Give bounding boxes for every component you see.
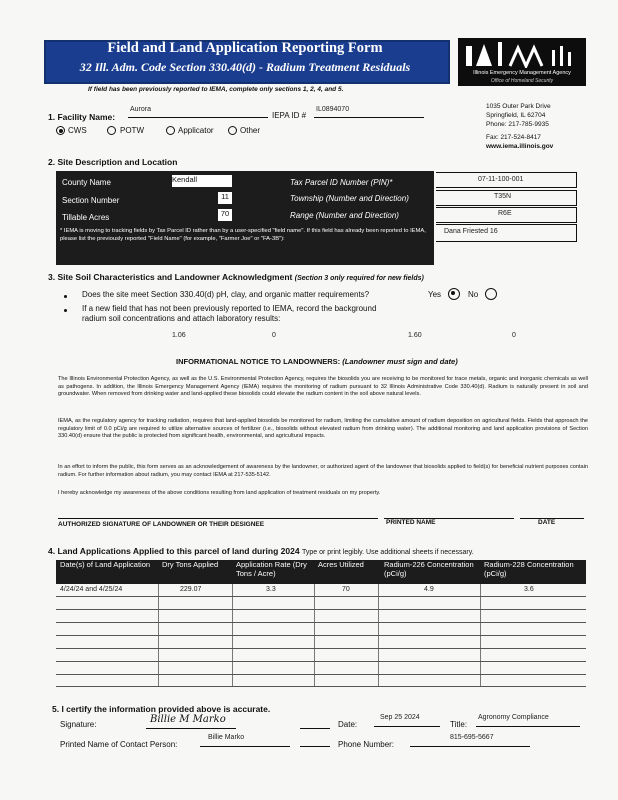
table-row-line [56, 686, 586, 687]
section-3-note: (Section 3 only required for new fields) [294, 275, 424, 282]
col-header-acres: Acres Utilized [318, 560, 364, 569]
col-header-dry-tons: Dry Tons Applied [162, 560, 219, 569]
section-4-note: Type or print legibly. Use additional sheets if necessary. [301, 549, 474, 556]
field-name-value[interactable]: Dana Friested 16 [444, 228, 498, 235]
option-other-label: Other [240, 126, 261, 135]
table-cell-dates[interactable]: 4/24/24 and 4/25/24 [60, 586, 123, 593]
table-cell-dry-tons[interactable]: 229.07 [180, 586, 202, 593]
table-cell-acres[interactable]: 70 [342, 586, 350, 593]
range-label: Range (Number and Direction) [290, 211, 399, 220]
field-name-footnote: * IEMA is moving to tracking fields by Tax Parcel ID rather than by a user-specified "field name". If this field has already been reported to IEMA, please list the previously reported "Field Name" (for example, "Farmer Joe" or "FA-3B"): [60, 228, 426, 242]
field-name-field [436, 224, 577, 242]
range-value[interactable]: R6E [498, 210, 512, 217]
option-applicator-radio[interactable] [166, 126, 175, 135]
section-3-title: 3. Site Soil Characteristics and Landowner Acknowledgment [48, 272, 293, 282]
signature-value[interactable]: Billie M Marko [150, 714, 226, 725]
county-label: County Name [62, 178, 111, 187]
iema-logo-mark-icon [462, 40, 582, 68]
table-row-line [56, 596, 586, 597]
logo-text: Illinois Emergency Management Agency [473, 70, 571, 76]
soil-value-3[interactable]: 1.60 [408, 332, 422, 339]
parcel-id-field [436, 172, 577, 188]
section-5-label: 5. I certify the information provided above is accurate. [52, 704, 271, 714]
iepa-id-line [314, 117, 424, 118]
table-cell-radium-228[interactable]: 3.6 [524, 586, 534, 593]
title-line [476, 726, 580, 727]
yes-radio[interactable] [448, 288, 460, 300]
table-row-line [56, 635, 586, 636]
table-cell-radium-226[interactable]: 4.9 [424, 586, 434, 593]
landowner-signature-label: AUTHORIZED SIGNATURE OF LANDOWNER OR THEIR DESIGNEE [58, 521, 265, 528]
parcel-id-label: Tax Parcel ID Number (PIN)* [290, 178, 393, 187]
facility-name-value[interactable]: Aurora [130, 106, 152, 113]
phone-line-stub [300, 746, 330, 747]
township-value[interactable]: T35N [494, 193, 512, 200]
table-row-line [56, 609, 586, 610]
range-field [436, 207, 577, 223]
soil-value-4[interactable]: 0 [512, 332, 516, 339]
table-row-line [56, 648, 586, 649]
soil-value-1[interactable]: 1.06 [172, 332, 186, 339]
no-label: No [468, 290, 479, 299]
table-row-line [56, 661, 586, 662]
notice-heading: INFORMATIONAL NOTICE TO LANDOWNERS: [176, 357, 341, 366]
background-radium-question: If a new field that has not been previously reported to IEMA, record the background radium soil concentrations and attach laboratory results: [82, 304, 377, 323]
option-other-radio[interactable] [228, 126, 237, 135]
agency-phone: Phone: 217-785-9935 [486, 121, 549, 128]
contact-person-line [200, 746, 290, 747]
application-year[interactable]: 2024 [280, 546, 300, 556]
agency-fax: Fax: 217-524-8417 [486, 134, 541, 141]
notice-heading-note: (Landowner must sign and date) [342, 357, 458, 366]
col-header-application-rate: Application Rate (Dry Tons / Acre) [236, 560, 307, 578]
cert-date-label: Date: [338, 720, 358, 729]
logo-subtext: Office of Homeland Security [490, 78, 554, 84]
signature-line [146, 728, 236, 729]
section-1-label: 1. Facility Name: [48, 112, 116, 122]
section-3-label [48, 272, 424, 282]
tillable-acres-label: Tillable Acres [62, 213, 110, 222]
phone-label: Phone Number: [338, 740, 395, 749]
option-potw-label: POTW [120, 126, 144, 135]
township-field [436, 190, 577, 206]
table-row-line [56, 674, 586, 675]
col-header-radium-228: Radium-228 Concentration (pCi/g) [484, 560, 574, 578]
cert-date-line [374, 726, 440, 727]
bullet-icon [64, 309, 67, 312]
section-number-label: Section Number [62, 196, 120, 205]
contact-person-value[interactable]: Billie Marko [208, 734, 245, 741]
col-header-dates: Date(s) of Land Application [60, 560, 151, 569]
contact-person-label: Printed Name of Contact Person: [60, 740, 178, 749]
title-label: Title: [450, 720, 468, 729]
parcel-id-value[interactable]: 07-11-100-001 [478, 176, 524, 183]
form-subtitle: 32 Ill. Adm. Code Section 330.40(d) - Radium Treatment Residuals [79, 60, 411, 74]
county-field[interactable]: Kendall [172, 175, 232, 187]
date-line-stub [300, 728, 330, 729]
table-row-line [56, 622, 586, 623]
bullet-icon [64, 295, 67, 298]
section-2-label: 2. Site Description and Location [48, 157, 178, 167]
col-header-radium-226: Radium-226 Concentration (pCi/g) [384, 560, 474, 578]
option-applicator-label: Applicator [178, 126, 214, 135]
title-value[interactable]: Agronomy Compliance [478, 714, 549, 721]
soil-requirements-question: Does the site meet Section 330.40(d) pH, clay, and organic matter requirements? [82, 290, 370, 299]
notice-paragraph-1: The Illinois Environmental Protection Agency, as well as the U.S. Environmental Protection Agency, requires the biosolids you are receiving to be monitored for trace metals, organic and inorganic chemicals as well as pathogens. In addition, the Illinois Emergency Management Agency (IEMA) requires the monitoring of radium pursuant to 32 Illinois Administrative Code 330.40(d). Radium is naturally present in soil and groundwater. When removed from drinking water and land-applied these biosolids could elevate the radium content in the soil above natural levels. [58, 376, 588, 398]
phone-value[interactable]: 815-695-5667 [450, 734, 494, 741]
no-radio[interactable] [485, 288, 497, 300]
notice-title [176, 357, 458, 366]
facility-name-line [128, 117, 268, 118]
table-cell-application-rate[interactable]: 3.3 [266, 586, 276, 593]
notice-paragraph-3: In an effort to inform the public, this form serves as an acknowledgement of awareness by the landowner, or authorized agent of the landowner that biosolids applied to field(s) for beneficial nutrient purposes contain radium. For further information about radium, you may contact IEMA at 217-535-5142. [58, 464, 588, 478]
section-4-label [48, 546, 474, 556]
section-number-field[interactable]: 11 [218, 192, 232, 204]
section-4-title: 4. Land Applications Applied to this parcel of land during [48, 546, 279, 556]
yes-label: Yes [428, 290, 442, 299]
address-line-2: Springfield, IL 62704 [486, 112, 546, 119]
notice-paragraph-2: IEMA, as the regulatory agency for tracking radiation, requires that land-applied biosolids be monitored for radium, limiting the cumulative amount of radium deposition on agricultural fields. Fields that approach the regulatory limit of 0.0 pCi/g are required to utilize alternative sources of fertilizer (i.e., biosolids without elevated radium from drinking water). The additional monitoring and land application provisions of Section 330.40(d) ensure that the public is protected from significant health, environmental, and agricultural impacts. [58, 418, 588, 440]
printed-name-label: PRINTED NAME [386, 519, 436, 526]
phone-line [410, 746, 530, 747]
cert-date-value[interactable]: Sep 25 2024 [380, 714, 420, 721]
option-potw-radio[interactable] [107, 126, 116, 135]
date-label: DATE [538, 519, 556, 526]
previous-report-note: If field has been previously reported to IEMA, complete only sections 1, 2, 4, and 5. [88, 86, 344, 93]
landowner-signature-line[interactable] [58, 518, 378, 519]
iepa-id-label: IEPA ID # [272, 111, 307, 120]
iepa-id-value[interactable]: IL0894070 [316, 106, 350, 113]
township-label: Township (Number and Direction) [290, 194, 409, 203]
option-cws-label: CWS [68, 126, 87, 135]
notice-paragraph-4: I hereby acknowledge my awareness of the above conditions resulting from land application of treatment residuals on my property. [58, 490, 381, 496]
agency-website: www.iema.illinois.gov [486, 143, 554, 150]
soil-value-2[interactable]: 0 [272, 332, 276, 339]
agency-address [486, 102, 553, 151]
tillable-acres-field[interactable]: 70 [218, 209, 232, 221]
form-title: Field and Land Application Reporting Form [107, 40, 383, 56]
address-line-1: 1035 Outer Park Drive [486, 103, 551, 110]
option-cws-radio[interactable] [56, 126, 65, 135]
signature-label: Signature: [60, 720, 97, 729]
